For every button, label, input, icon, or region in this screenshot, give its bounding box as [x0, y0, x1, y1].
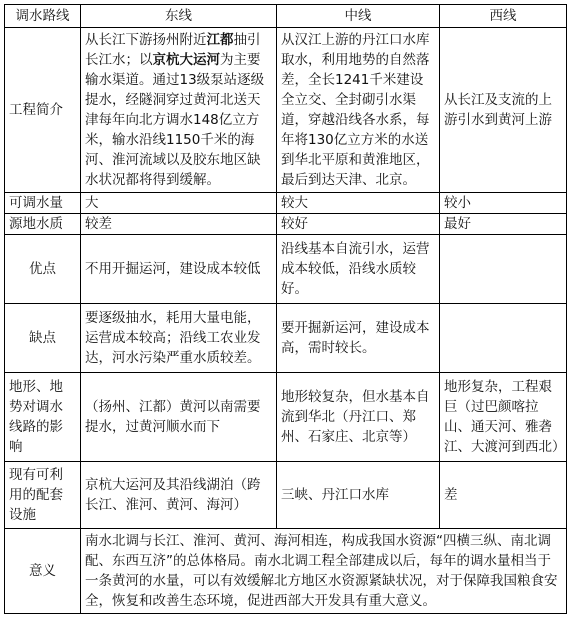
- cell-terrain-west: 地形复杂，工程艰巨（过巴颜喀拉山、通天河、雅砻江、大渡河到西北）: [440, 373, 567, 462]
- row-facilities: [5, 462, 567, 529]
- label-facilities: 现有可利用的配套设施: [5, 462, 81, 529]
- cell-quality-middle: 较好: [277, 214, 440, 235]
- cell-significance: 南水北调与长江、淮河、黄河、海河相连，构成我国水资源“四横三纵、南北调配、东西互济”的总体格局。南水北调工程全部建成以后，每年的调水量相当于一条黄河的水量，可以有效缓解北方地区水资源紧缺状况，对于保障我国粮食安全，恢复和改善生态环境，促进西部大开发具有重大意义。: [81, 529, 567, 614]
- label-volume: 可调水量: [5, 193, 81, 214]
- cell-volume-east: 大: [81, 193, 277, 214]
- cell-disadvantages-west: [440, 304, 567, 373]
- label-advantages: 优点: [5, 235, 81, 304]
- row-volume: [5, 193, 567, 214]
- header-route: 调水路线: [5, 5, 81, 28]
- label-intro: 工程简介: [5, 28, 81, 193]
- row-quality: [5, 214, 567, 235]
- cell-volume-middle: 较大: [277, 193, 440, 214]
- label-terrain: 地形、地势对调水线路的影响: [5, 373, 81, 462]
- cell-quality-east: 较差: [81, 214, 277, 235]
- cell-quality-west: 最好: [440, 214, 567, 235]
- label-disadvantages: 缺点: [5, 304, 81, 373]
- row-significance: [5, 529, 567, 614]
- water-diversion-table: [4, 4, 567, 614]
- cell-intro-middle: 从汉江上游的丹江口水库取水，利用地势的自然落差，全长1241千米建设全立交、全封砌引水渠道，穿越沿线各水系，每年将130亿立方米的水送到华北平原和黄淮地区，最后到达天津、北京。: [277, 28, 440, 193]
- cell-terrain-east: （扬州、江都）黄河以南需要提水，过黄河顺水而下: [81, 373, 277, 462]
- row-advantages: [5, 235, 567, 304]
- label-quality: 源地水质: [5, 214, 81, 235]
- header-middle: 中线: [277, 5, 440, 28]
- row-terrain: [5, 373, 567, 462]
- cell-facilities-west: 差: [440, 462, 567, 529]
- cell-advantages-east: 不用开掘运河，建设成本较低: [81, 235, 277, 304]
- cell-disadvantages-middle: 要开掘新运河，建设成本高，需时较长。: [277, 304, 440, 373]
- cell-terrain-middle: 地形较复杂，但水基本自流到华北（丹江口、郑州、石家庄、北京等）: [277, 373, 440, 462]
- cell-advantages-west: [440, 235, 567, 304]
- cell-facilities-east: 京杭大运河及其沿线湖泊（跨长江、淮河、黄河、海河）: [81, 462, 277, 529]
- header-row: [5, 5, 567, 28]
- label-significance: 意义: [5, 529, 81, 614]
- cell-facilities-middle: 三峡、丹江口水库: [277, 462, 440, 529]
- row-disadvantages: [5, 304, 567, 373]
- header-east: 东线: [81, 5, 277, 28]
- cell-intro-east: 从长江下游扬州附近江都抽引长江水；以京杭大运河为主要输水渠道。通过13级泵站逐级提水，经隧洞穿过黄河北送天津每年向北方调水148亿立方米，输水沿线1150千米的海河、淮河流域以及胶东地区缺水状况都将得到缓解。: [81, 28, 277, 193]
- cell-intro-west: 从长江及支流的上游引水到黄河上游: [440, 28, 567, 193]
- row-intro: [5, 28, 567, 193]
- cell-advantages-middle: 沿线基本自流引水，运营成本较低，沿线水质较好。: [277, 235, 440, 304]
- cell-volume-west: 较小: [440, 193, 567, 214]
- cell-disadvantages-east: 要逐级抽水，耗用大量电能，运营成本较高；沿线工农业发达，河水污染严重水质较差。: [81, 304, 277, 373]
- header-west: 西线: [440, 5, 567, 28]
